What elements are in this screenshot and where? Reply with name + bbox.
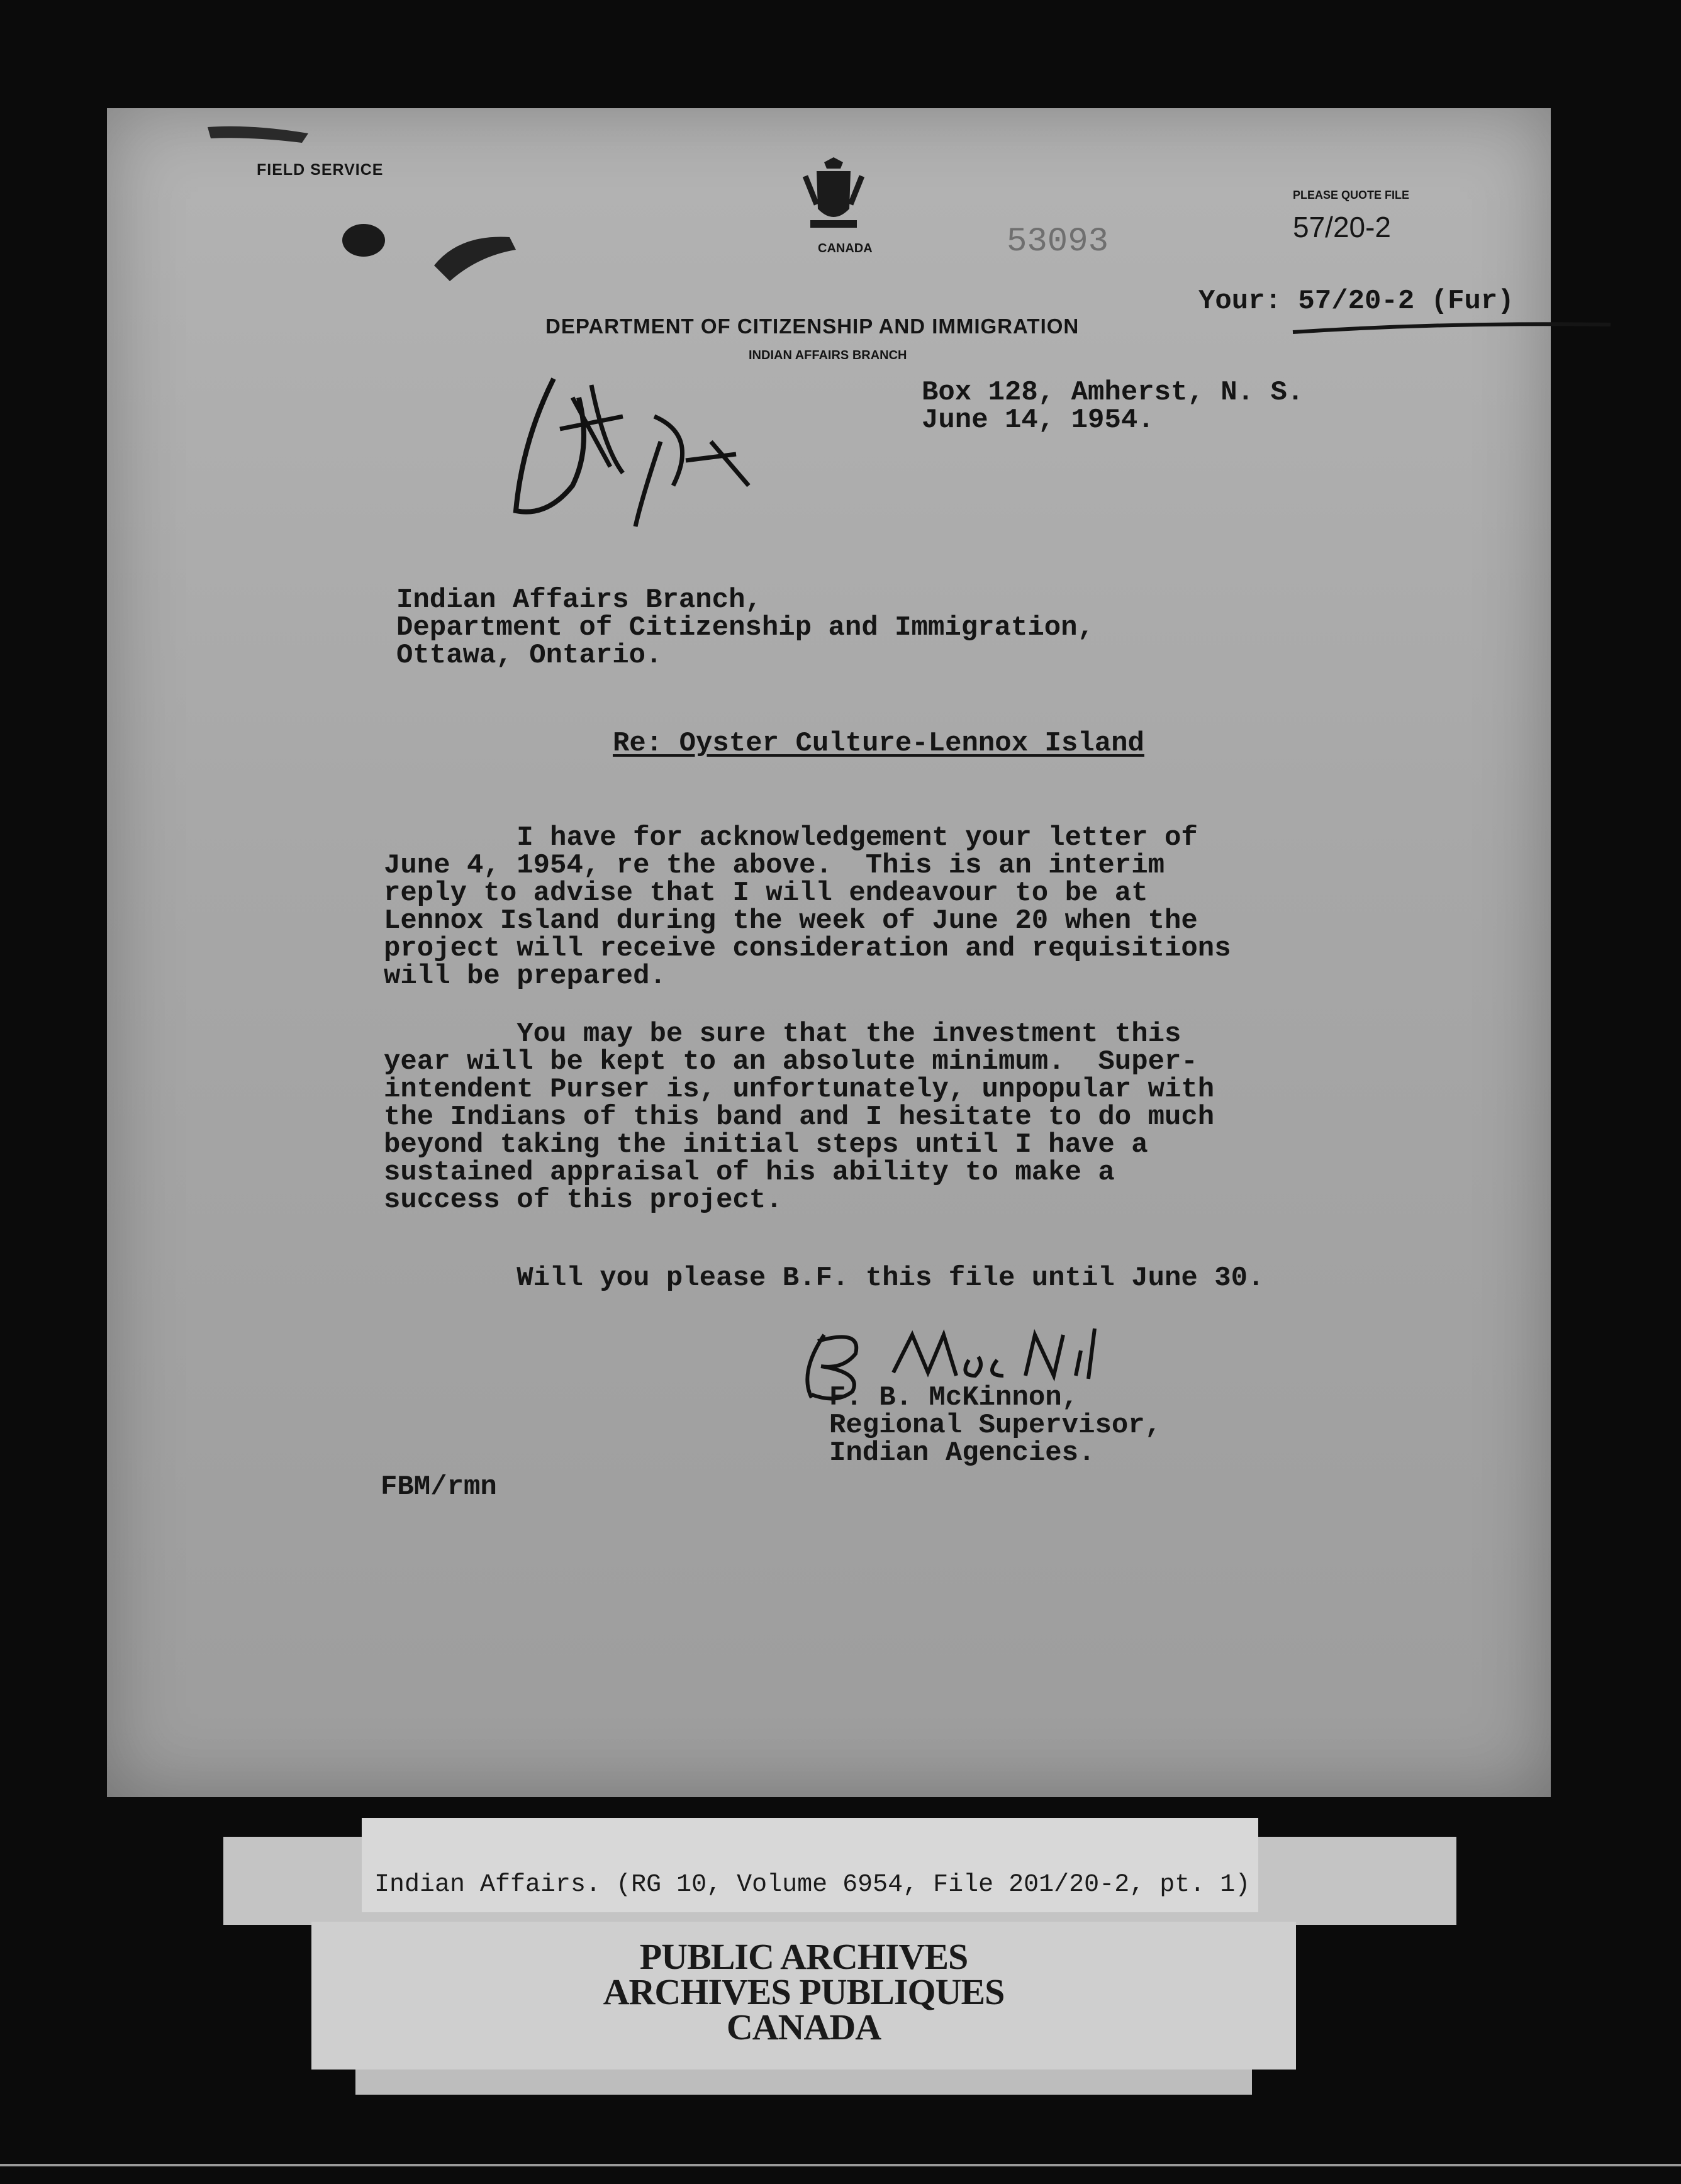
subject-line: Re: Oyster Culture-Lennox Island [613, 728, 1144, 759]
body-line: June 4, 1954, re the above. This is an interim [384, 850, 1165, 881]
body-line: I have for acknowledgement your letter of [384, 822, 1198, 854]
archive-stamp-line2: ARCHIVES PUBLIQUES [603, 1971, 1005, 2012]
department-heading: DEPARTMENT OF CITIZENSHIP AND IMMIGRATION [545, 315, 1080, 338]
body-line: sustained appraisal of his ability to make a [384, 1157, 1115, 1188]
archive-reference: Indian Affairs. (RG 10, Volume 6954, File 201/20-2, pt. 1) [374, 1871, 1251, 1899]
body-line: will be prepared. [384, 961, 666, 992]
corner-mark [208, 126, 308, 143]
please-quote-file-label: PLEASE QUOTE FILE [1293, 189, 1410, 201]
body-line: reply to advise that I will endeavour to be at [384, 878, 1148, 909]
branch-heading: INDIAN AFFAIRS BRANCH [749, 348, 907, 362]
letter-page [107, 108, 1551, 1797]
signatory-title2: Indian Agencies. [829, 1437, 1095, 1469]
body-line: Lennox Island during the week of June 20 when the [384, 905, 1198, 937]
recipient-line2: Department of Citizenship and Immigration, [396, 612, 1094, 644]
body-line: beyond taking the initial steps until I have a [384, 1129, 1148, 1161]
typist-initials: FBM/rmn [381, 1471, 497, 1503]
canada-label: CANADA [818, 242, 873, 255]
paragraph-2 [384, 1020, 1214, 1214]
your-reference: Your: 57/20-2 (Fur) [1198, 286, 1514, 317]
sender-address-line1: Box 128, Amherst, N. S. [922, 377, 1304, 408]
archive-stamp-line1: PUBLIC ARCHIVES [639, 1936, 968, 1977]
punch-hole-mark [342, 224, 385, 257]
archive-stamp-box [311, 1922, 1296, 2070]
signatory-title1: Regional Supervisor, [829, 1410, 1162, 1441]
body-line: the Indians of this band and I hesitate to do much [384, 1101, 1215, 1133]
ink-smudge [434, 237, 516, 281]
archive-stamp-line3: CANADA [726, 2007, 881, 2048]
recipient-line3: Ottawa, Ontario. [396, 640, 662, 671]
field-service-label: FIELD SERVICE [257, 161, 384, 179]
paragraph-3: Will you please B.F. this file until June 30. [384, 1262, 1265, 1294]
paragraph-1 [384, 824, 1231, 990]
received-stamp-number: 53093 [1007, 223, 1109, 261]
body-line: success of this project. [384, 1184, 783, 1216]
archive-reference-label [362, 1818, 1258, 1912]
sender-date: June 14, 1954. [922, 404, 1154, 436]
file-number-handwritten: 57/20-2 [1293, 211, 1392, 243]
body-line: year will be kept to an absolute minimum. Super- [384, 1046, 1198, 1078]
signatory-name: F. B. McKinnon, [829, 1382, 1079, 1413]
film-edge-line [0, 2164, 1681, 2166]
reference-underline [1290, 318, 1617, 337]
body-line: project will receive consideration and requisitions [384, 933, 1231, 964]
body-line: intendent Purser is, unfortunately, unpopular with [384, 1074, 1215, 1105]
handwritten-initials [497, 360, 786, 536]
recipient-line1: Indian Affairs Branch, [396, 584, 762, 616]
archive-bottom-strip [355, 2070, 1252, 2095]
coat-of-arms-icon [799, 157, 868, 239]
body-line: You may be sure that the investment this [384, 1018, 1181, 1050]
